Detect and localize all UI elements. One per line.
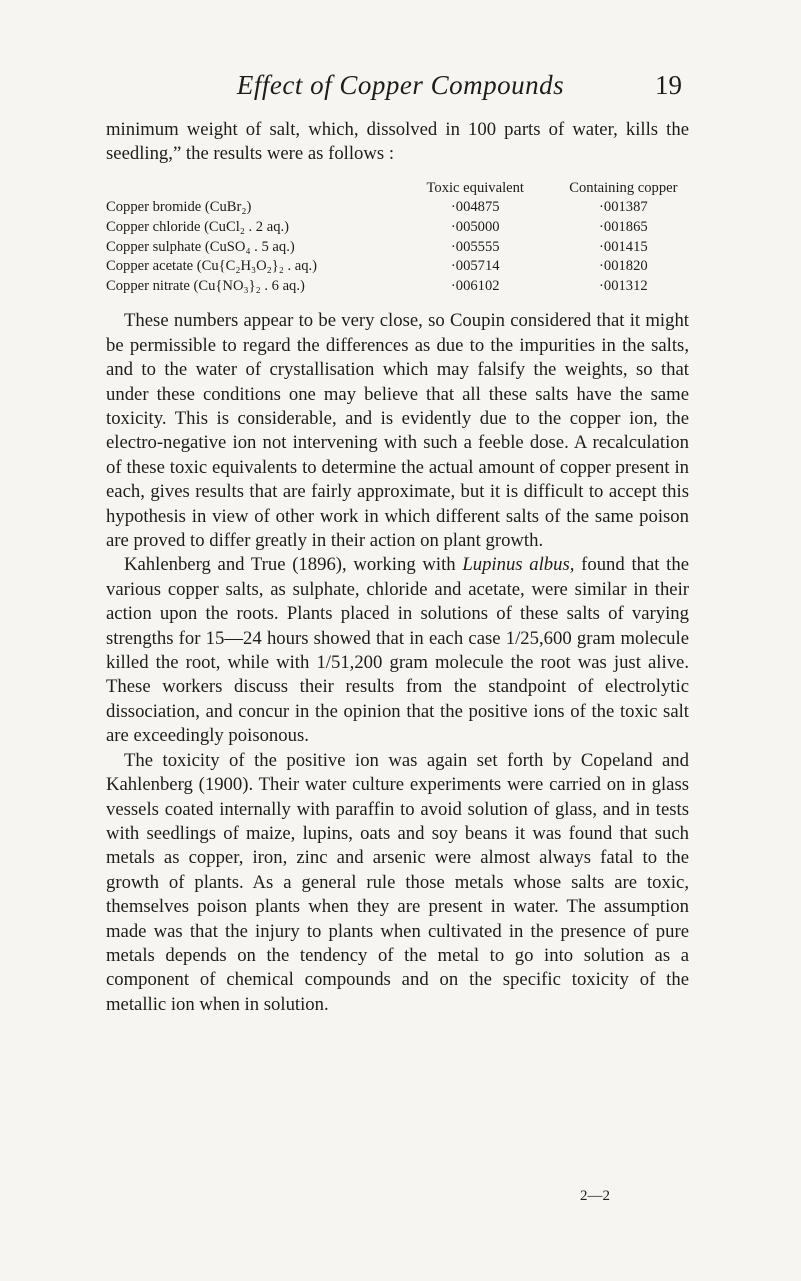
running-header	[0, 70, 801, 110]
table-cell-compound: Copper chloride (CuCl₂ . 2 aq.)	[106, 219, 290, 235]
table-cell-toxic: ·005555	[450, 238, 500, 255]
paragraph-kahlenberg-true	[106, 553, 689, 748]
signature-mark: 2—2	[580, 1188, 610, 1204]
paragraph-copeland-kahlenberg: The toxicity of the positive ion was again set forth by Copeland and Kahlenberg (1900). Their water culture experiments were carried on in glass vessels coated internally with paraffin to avoid solution of glass, and in tests with seedlings of maize, lupins, oats and soy beans it was found that such metals as copper, iron, zinc and arsenic were almost always fatal to the growth of plants. As a general rule those metals whose salts are toxic, themselves poison plants when they are present in water. The assumption made was that the injury to plants when cultivated in the presence of pure metals depends on the tendency of the metal to go into solution as a component of chemical compounds and on the specific toxicity of the metallic ion when in solution.	[106, 749, 689, 1015]
table-cell-toxic: ·006102	[450, 277, 500, 294]
para2-after: found that the various copper salts, as sulphate, chloride and acetate, were similar in their action upon the roots. Plants placed in solutions of these salts of varying strengths for 15—24 hours showed that in each case 1/25,600 gram molecule killed the root, while with 1/51,200 gram molecule the root was just alive. These workers discuss their results from the standpoint of electrolytic dissociation, and concur in the opinion that the positive ions of the toxic salt are exceedingly poisonous.	[106, 554, 689, 747]
intro-paragraph: minimum weight of salt, which, dissolved in 100 parts of water, kills the seedling,” the results were as follows :	[106, 119, 689, 165]
table-header-copper: Containing copper	[569, 179, 678, 196]
table-cell-toxic: ·005000	[450, 219, 500, 235]
header-title: Effect of Copper Compounds	[236, 70, 565, 100]
para2-before: Kahlenberg and True (1896), working with	[124, 554, 463, 576]
table-cell-compound: Copper sulphate (CuSO₄ . 5 aq.)	[106, 238, 295, 255]
table-cell-compound: Copper nitrate (Cu{NO₃}₂ . 6 aq.)	[106, 277, 305, 294]
table-cell-copper: ·001312	[599, 277, 648, 294]
table-cell-copper: ·001387	[599, 199, 648, 216]
table-cell-compound: Copper bromide (CuBr₂)	[106, 199, 252, 216]
table-cell-copper: ·001415	[599, 238, 648, 255]
page-number: 19	[655, 70, 682, 100]
table-row	[106, 238, 689, 258]
table-cell-toxic: ·005714	[450, 258, 500, 275]
table-row	[106, 198, 689, 218]
species-name: Lupinus albus,	[462, 554, 575, 576]
table-row	[106, 257, 689, 277]
paragraph-coupin: These numbers appear to be very close, so Coupin considered that it might be permissible to regard the differences as due to the impurities in the salts, and to the water of crystallisation which may falsify the weights, so that under these conditions one may believe that all these salts have the same toxicity. This is considerable, and is evidently due to the copper ion, the electro-negative ion not intervening with such a feeble dose. A recalculation of these toxic equivalents to determine the actual amount of copper present in each, gives results that are fairly approximate, but it is difficult to accept this hypothesis in view of other work in which different salts of the same poison are proved to differ greatly in their action on plant growth.	[106, 310, 689, 552]
table-cell-toxic: ·004875	[450, 199, 500, 216]
table-row	[106, 218, 689, 238]
table-header-compound	[106, 179, 405, 199]
table-cell-copper: ·001865	[599, 219, 648, 235]
table-header-toxic: Toxic equivalent	[426, 179, 524, 196]
body-text	[106, 118, 689, 1017]
table-cell-compound: Copper acetate (Cu{C₂H₃O₂}₂ . aq.)	[106, 258, 318, 275]
table-row	[106, 277, 689, 297]
toxicity-table	[106, 179, 689, 297]
table-cell-copper: ·001820	[599, 258, 648, 275]
table-header-row	[106, 179, 689, 199]
